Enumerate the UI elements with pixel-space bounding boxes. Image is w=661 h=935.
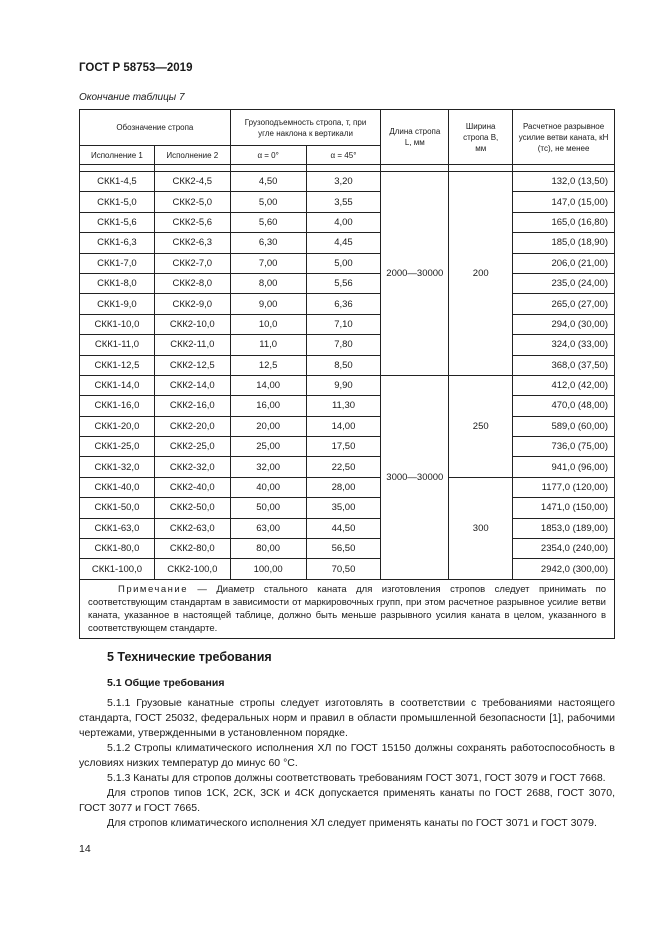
- cell-capacity-0: 12,5: [230, 355, 306, 375]
- paragraph: 5.1.2 Стропы климатического исполнения ХЛ по ГОСТ 15150 должны сохранять работоспособность в условиях низких температур до минус 60 °С.: [79, 742, 615, 769]
- cell-capacity-45: 4,45: [306, 233, 381, 253]
- table-caption: Окончание таблицы 7: [79, 92, 185, 103]
- cell-version-1: СКК1-100,0: [80, 559, 155, 579]
- table-note-row: [80, 579, 615, 638]
- cell-capacity-45: 70,50: [306, 559, 381, 579]
- table-row: [80, 355, 615, 375]
- cell-version-1: СКК1-20,0: [80, 416, 155, 436]
- cell-version-2: СКК2-6,3: [154, 233, 230, 253]
- cell-breaking-force: 165,0 (16,80): [513, 212, 615, 232]
- cell-capacity-0: 63,00: [230, 518, 306, 538]
- cell-capacity-45: 6,36: [306, 294, 381, 314]
- cell-breaking-force: 132,0 (13,50): [513, 172, 615, 192]
- cell-capacity-0: 4,50: [230, 172, 306, 192]
- cell-breaking-force: 412,0 (42,00): [513, 375, 615, 395]
- table-note: [80, 579, 615, 638]
- cell-capacity-45: 28,00: [306, 477, 381, 497]
- cell-version-2: СКК2-10,0: [154, 314, 230, 334]
- cell-capacity-45: 44,50: [306, 518, 381, 538]
- cell-breaking-force: 941,0 (96,00): [513, 457, 615, 477]
- cell-breaking-force: 1177,0 (120,00): [513, 477, 615, 497]
- paragraph: Для стропов климатического исполнения ХЛ следует применять канаты по ГОСТ 3071 и ГОСТ 3079.: [107, 817, 597, 829]
- table-row: [80, 498, 615, 518]
- note-label: Примечание: [118, 583, 188, 595]
- cell-capacity-0: 40,00: [230, 477, 306, 497]
- table-row: [80, 233, 615, 253]
- page-number: 14: [79, 843, 91, 855]
- cell-breaking-force: 324,0 (33,00): [513, 335, 615, 355]
- section-title: 5 Технические требования: [107, 650, 272, 664]
- cell-capacity-0: 7,00: [230, 253, 306, 273]
- note-text: — Диаметр стального каната для изготовления стропов следует принимать по соответствующим стандартам в зависимости от маркировочных групп, при этом расчетное разрывное усилие ветви каната, указанное в настоящей таблице, должно быть меньше разрывного усилия каната в целом, указанного в соответствующем стандарте.: [88, 583, 606, 634]
- cell-version-2: СКК2-40,0: [154, 477, 230, 497]
- header-alpha-45: α = 45°: [306, 146, 381, 165]
- cell-version-2: СКК2-100,0: [154, 559, 230, 579]
- cell-version-2: СКК2-4,5: [154, 172, 230, 192]
- cell-version-2: СКК2-11,0: [154, 335, 230, 355]
- table-row: [80, 416, 615, 436]
- table-row: [80, 172, 615, 192]
- table-row: [80, 518, 615, 538]
- cell-capacity-45: 5,56: [306, 273, 381, 293]
- cell-breaking-force: 589,0 (60,00): [513, 416, 615, 436]
- cell-version-1: СКК1-16,0: [80, 396, 155, 416]
- cell-capacity-0: 10,0: [230, 314, 306, 334]
- cell-version-1: СКК1-80,0: [80, 539, 155, 559]
- cell-version-1: СКК1-8,0: [80, 273, 155, 293]
- cell-capacity-0: 16,00: [230, 396, 306, 416]
- cell-capacity-45: 3,20: [306, 172, 381, 192]
- cell-capacity-0: 5,60: [230, 212, 306, 232]
- gap-cell: [449, 165, 513, 172]
- cell-capacity-0: 50,00: [230, 498, 306, 518]
- table-row: [80, 539, 615, 559]
- cell-capacity-0: 14,00: [230, 375, 306, 395]
- cell-version-2: СКК2-50,0: [154, 498, 230, 518]
- cell-capacity-45: 5,00: [306, 253, 381, 273]
- header-version-2: Исполнение 2: [154, 146, 230, 165]
- cell-version-1: СКК1-9,0: [80, 294, 155, 314]
- table-row: [80, 437, 615, 457]
- table-row: [80, 396, 615, 416]
- cell-capacity-45: 3,55: [306, 192, 381, 212]
- cell-version-2: СКК2-14,0: [154, 375, 230, 395]
- cell-version-1: СКК1-5,0: [80, 192, 155, 212]
- gap-cell: [230, 165, 306, 172]
- cell-length-group-2: 3000—30000: [381, 375, 449, 579]
- cell-capacity-45: 35,00: [306, 498, 381, 518]
- cell-version-2: СКК2-7,0: [154, 253, 230, 273]
- cell-version-2: СКК2-16,0: [154, 396, 230, 416]
- cell-version-1: СКК1-11,0: [80, 335, 155, 355]
- cell-capacity-45: 14,00: [306, 416, 381, 436]
- gap-cell: [306, 165, 381, 172]
- cell-breaking-force: 1471,0 (150,00): [513, 498, 615, 518]
- cell-breaking-force: 147,0 (15,00): [513, 192, 615, 212]
- table-row: [80, 477, 615, 497]
- cell-width-group-2: 250: [449, 375, 513, 477]
- standard-header: ГОСТ Р 58753—2019: [79, 62, 193, 74]
- cell-capacity-45: 4,00: [306, 212, 381, 232]
- cell-version-2: СКК2-9,0: [154, 294, 230, 314]
- cell-capacity-45: 7,10: [306, 314, 381, 334]
- table-row: [80, 192, 615, 212]
- cell-breaking-force: 206,0 (21,00): [513, 253, 615, 273]
- cell-capacity-0: 20,00: [230, 416, 306, 436]
- header-width: Ширина стропа B, мм: [449, 110, 513, 165]
- table-row: [80, 375, 615, 395]
- cell-capacity-45: 22,50: [306, 457, 381, 477]
- cell-version-1: СКК1-5,6: [80, 212, 155, 232]
- cell-capacity-45: 11,30: [306, 396, 381, 416]
- cell-version-1: СКК1-4,5: [80, 172, 155, 192]
- cell-version-2: СКК2-8,0: [154, 273, 230, 293]
- cell-capacity-0: 11,0: [230, 335, 306, 355]
- cell-length-group-1: 2000—30000: [381, 172, 449, 376]
- paragraph: Для стропов типов 1СК, 2СК, 3СК и 4СК допускается применять канаты по ГОСТ 2688, ГОСТ 3070, ГОСТ 3077 и ГОСТ 7665.: [79, 787, 615, 814]
- cell-capacity-45: 56,50: [306, 539, 381, 559]
- cell-breaking-force: 1853,0 (189,00): [513, 518, 615, 538]
- cell-breaking-force: 265,0 (27,00): [513, 294, 615, 314]
- cell-version-2: СКК2-25,0: [154, 437, 230, 457]
- header-breaking-force: Расчетное разрывное усилие ветви каната, кН (тс), не менее: [513, 110, 615, 165]
- cell-breaking-force: 185,0 (18,90): [513, 233, 615, 253]
- cell-breaking-force: 736,0 (75,00): [513, 437, 615, 457]
- cell-capacity-45: 8,50: [306, 355, 381, 375]
- cell-capacity-45: 7,80: [306, 335, 381, 355]
- cell-breaking-force: 470,0 (48,00): [513, 396, 615, 416]
- cell-capacity-0: 9,00: [230, 294, 306, 314]
- cell-version-2: СКК2-32,0: [154, 457, 230, 477]
- specification-table: [79, 109, 615, 639]
- cell-version-1: СКК1-50,0: [80, 498, 155, 518]
- cell-version-1: СКК1-40,0: [80, 477, 155, 497]
- cell-version-2: СКК2-80,0: [154, 539, 230, 559]
- cell-version-1: СКК1-12,5: [80, 355, 155, 375]
- table-row: [80, 253, 615, 273]
- table-row: [80, 212, 615, 232]
- cell-version-1: СКК1-63,0: [80, 518, 155, 538]
- cell-width-group-3: 300: [449, 477, 513, 579]
- cell-width-group-1: 200: [449, 172, 513, 376]
- table-row: [80, 457, 615, 477]
- cell-capacity-0: 8,00: [230, 273, 306, 293]
- cell-version-1: СКК1-25,0: [80, 437, 155, 457]
- header-length: Длина стропа L, мм: [381, 110, 449, 165]
- cell-capacity-45: 9,90: [306, 375, 381, 395]
- cell-capacity-0: 32,00: [230, 457, 306, 477]
- paragraph: 5.1.1 Грузовые канатные стропы следует изготовлять в соответствии с требованиями настоящего стандарта, ГОСТ 25032, федеральных норм и правил в области промышленной безопасности [1], рабочими чертежами, утвержденными в установленном порядке.: [79, 697, 615, 739]
- table-row: [80, 273, 615, 293]
- header-designation: Обозначение стропа: [80, 110, 231, 146]
- cell-breaking-force: 2354,0 (240,00): [513, 539, 615, 559]
- cell-version-2: СКК2-12,5: [154, 355, 230, 375]
- cell-capacity-0: 6,30: [230, 233, 306, 253]
- gap-cell: [154, 165, 230, 172]
- cell-breaking-force: 368,0 (37,50): [513, 355, 615, 375]
- cell-version-1: СКК1-7,0: [80, 253, 155, 273]
- table-row: [80, 335, 615, 355]
- gap-cell: [381, 165, 449, 172]
- header-version-1: Исполнение 1: [80, 146, 155, 165]
- cell-version-2: СКК2-63,0: [154, 518, 230, 538]
- cell-version-2: СКК2-5,6: [154, 212, 230, 232]
- cell-breaking-force: 2942,0 (300,00): [513, 559, 615, 579]
- body-text: [79, 696, 615, 831]
- cell-capacity-45: 17,50: [306, 437, 381, 457]
- table-row: [80, 559, 615, 579]
- gap-cell: [513, 165, 615, 172]
- header-alpha-0: α = 0°: [230, 146, 306, 165]
- paragraph: 5.1.3 Канаты для стропов должны соответствовать требованиям ГОСТ 3071, ГОСТ 3079 и ГОСТ 7668.: [107, 772, 606, 784]
- header-capacity: Грузоподъемность стропа, т, при угле наклона к вертикали: [230, 110, 381, 146]
- cell-breaking-force: 294,0 (30,00): [513, 314, 615, 334]
- cell-version-2: СКК2-5,0: [154, 192, 230, 212]
- cell-version-1: СКК1-6,3: [80, 233, 155, 253]
- table-row: [80, 294, 615, 314]
- cell-capacity-0: 80,00: [230, 539, 306, 559]
- cell-version-2: СКК2-20,0: [154, 416, 230, 436]
- cell-version-1: СКК1-10,0: [80, 314, 155, 334]
- cell-breaking-force: 235,0 (24,00): [513, 273, 615, 293]
- cell-capacity-0: 5,00: [230, 192, 306, 212]
- cell-version-1: СКК1-14,0: [80, 375, 155, 395]
- cell-capacity-0: 100,00: [230, 559, 306, 579]
- subsection-title: 5.1 Общие требования: [107, 677, 225, 689]
- cell-capacity-0: 25,00: [230, 437, 306, 457]
- table-row: [80, 314, 615, 334]
- gap-cell: [80, 165, 155, 172]
- cell-version-1: СКК1-32,0: [80, 457, 155, 477]
